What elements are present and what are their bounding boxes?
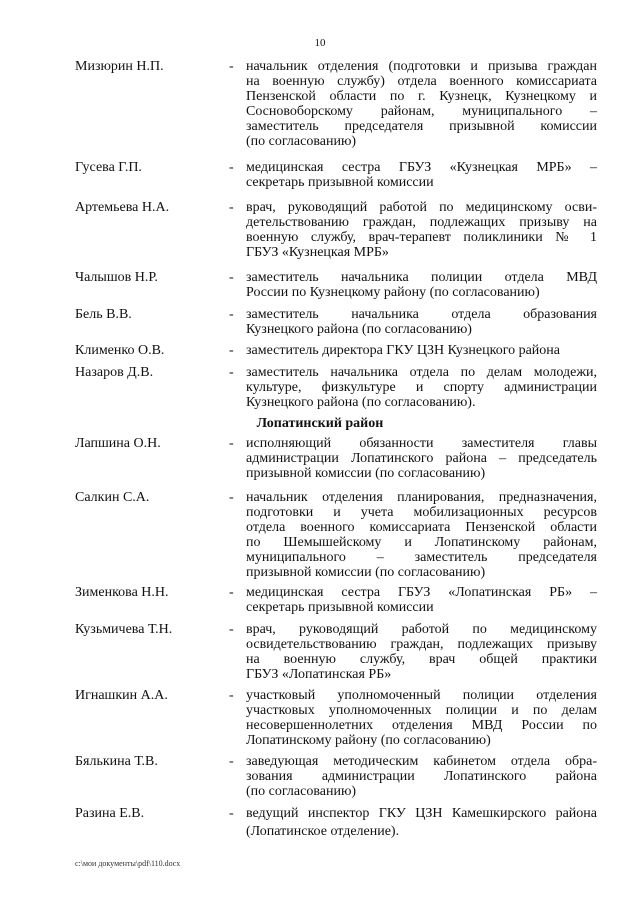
member-role (246, 160, 597, 190)
section-heading: Лопатинский район (256, 416, 384, 431)
member-role (246, 806, 597, 839)
role-line: исполняющий обязанности заместителя главы (246, 436, 597, 451)
role-line: заместитель председателя призывной комиссии (246, 119, 597, 134)
role-line: России по Кузнецкому району (по согласованию) (246, 285, 540, 300)
dash-separator: - (229, 160, 234, 175)
dash-separator: - (229, 585, 234, 600)
member-name: Мизюрин Н.П. (75, 59, 164, 74)
role-line: (по согласованию) (246, 134, 357, 149)
member-role (246, 490, 597, 580)
member-name: Салкин С.А. (75, 490, 150, 505)
member-role (246, 688, 597, 748)
role-line: ведущий инспектор ГКУ ЦЗН Камешкирского района (246, 806, 597, 821)
dash-separator: - (229, 343, 234, 358)
page-number: 10 (314, 37, 326, 49)
member-role (246, 270, 597, 300)
role-line: заведующая методическим кабинетом отдела обра- (246, 754, 597, 769)
dash-separator: - (229, 622, 234, 637)
role-line: врач, руководящий работой по медицинскому (246, 622, 597, 637)
member-role (246, 622, 597, 682)
role-line: участковых уполномоченных полиции и по делам (246, 703, 597, 718)
role-line: секретарь призывной комиссии (246, 175, 434, 190)
role-line: подготовки и учета мобилизационных ресурсов (246, 505, 597, 520)
member-role (246, 585, 597, 615)
role-line: заместитель начальника отдела по делам молодежи, (246, 365, 597, 380)
role-line: заместитель начальника отдела образования (246, 307, 597, 322)
role-line: администрации Лопатинского района – председатель (246, 451, 597, 466)
role-line: начальник отделения планирования, предназначения, (246, 490, 597, 505)
role-line: зования администрации Лопатинского района (246, 769, 597, 784)
role-line: медицинская сестра ГБУЗ «Лопатинская РБ» – (246, 585, 597, 600)
role-line: отдела военного комиссариата Пензенской области (246, 520, 597, 535)
dash-separator: - (229, 754, 234, 769)
member-role (246, 307, 597, 337)
member-name: Назаров Д.В. (75, 365, 154, 380)
role-line: на военную службу) отдела военного комиссариата (246, 74, 597, 89)
role-line: призывной комиссии (по согласованию) (246, 565, 486, 580)
role-line: несовершеннолетних отделения МВД России по (246, 718, 597, 733)
member-name: Бялькина Т.В. (75, 754, 158, 769)
member-name: Разина Е.В. (75, 806, 145, 821)
role-line: участковый уполномоченный полиции отделения (246, 688, 597, 703)
member-role (246, 343, 597, 358)
member-name: Клименко О.В. (75, 343, 165, 358)
role-line: Пензенской области по г. Кузнецк, Кузнецкому и (246, 89, 597, 104)
role-line: Лопатинскому району (по согласованию) (246, 733, 491, 748)
role-line: заместитель начальника полиции отдела МВД (246, 270, 597, 285)
member-role (246, 200, 597, 260)
role-line: Сосновоборскому районам, муниципального – (246, 104, 597, 119)
member-role (246, 436, 597, 481)
member-role (246, 59, 597, 149)
dash-separator: - (229, 436, 234, 451)
member-name: Игнашкин А.А. (75, 688, 168, 703)
member-name: Лапшина О.Н. (75, 436, 161, 451)
role-line: Кузнецкого района (по согласованию). (246, 395, 476, 410)
member-name: Зименкова Н.Н. (75, 585, 169, 600)
dash-separator: - (229, 270, 234, 285)
dash-separator: - (229, 59, 234, 74)
role-line: ГБУЗ «Лопатинская РБ» (246, 667, 392, 682)
role-line: Кузнецкого района (по согласованию) (246, 322, 472, 337)
role-line: врач, руководящий работой по медицинскому осви- (246, 200, 597, 215)
role-line: призывной комиссии (по согласованию) (246, 466, 486, 481)
member-role (246, 754, 597, 799)
dash-separator: - (229, 307, 234, 322)
member-name: Бель В.В. (75, 307, 132, 322)
role-line: детельствованию граждан, подлежащих призыву на (246, 215, 597, 230)
role-line: начальник отделения (подготовки и призыва граждан (246, 59, 597, 74)
role-line: по Шемышейскому и Лопатинскому районам, (246, 535, 597, 550)
dash-separator: - (229, 688, 234, 703)
member-name: Кузьмичева Т.Н. (75, 622, 173, 637)
dash-separator: - (229, 365, 234, 380)
role-line: (Лопатинское отделение). (246, 824, 400, 839)
member-name: Артемьева Н.А. (75, 200, 170, 215)
file-path-footer: c:\мои документы\pdf\110.docx (75, 859, 181, 868)
dash-separator: - (229, 806, 234, 821)
role-line: на военную службу, врач общей практики (246, 652, 597, 667)
role-line: медицинская сестра ГБУЗ «Кузнецкая МРБ» – (246, 160, 597, 175)
member-name: Гусева Г.П. (75, 160, 142, 175)
role-line: военную службу, врач-терапевт поликлиники № 1 (246, 230, 597, 245)
role-line: муниципального – заместитель председателя (246, 550, 597, 565)
dash-separator: - (229, 490, 234, 505)
member-role (246, 365, 597, 410)
role-line: освидетельствованию граждан, подлежащих призыву (246, 637, 597, 652)
role-line: заместитель директора ГКУ ЦЗН Кузнецкого района (246, 343, 560, 358)
role-line: секретарь призывной комиссии (246, 600, 434, 615)
role-line: культуре, физкультуре и спорту администрации (246, 380, 597, 395)
dash-separator: - (229, 200, 234, 215)
role-line: (по согласованию) (246, 784, 357, 799)
member-name: Чалышов Н.Р. (75, 270, 158, 285)
role-line: ГБУЗ «Кузнецкая МРБ» (246, 245, 389, 260)
